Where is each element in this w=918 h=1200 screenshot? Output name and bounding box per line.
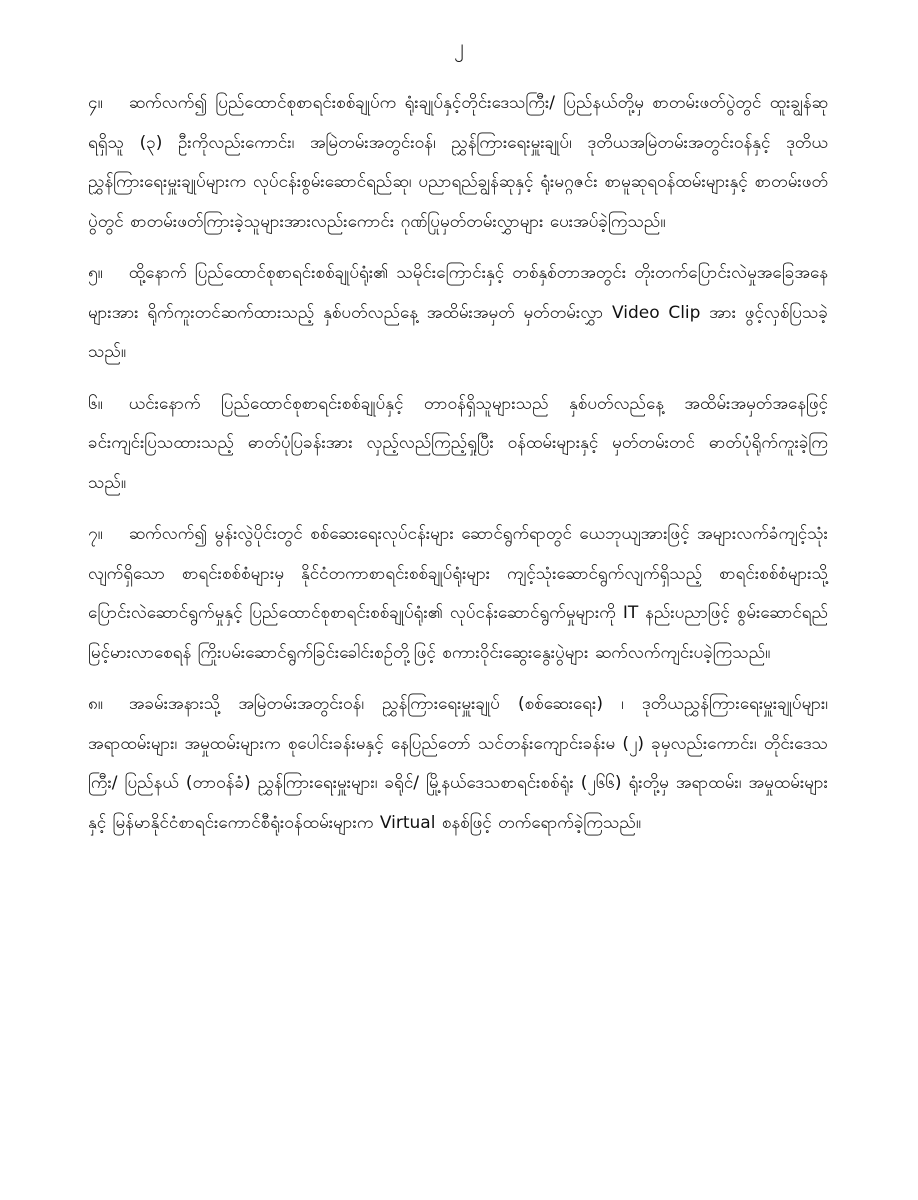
paragraph-number: ၈။	[88, 694, 103, 714]
paragraph-text: ယင်းနောက် ပြည်ထောင်စုစာရင်းစစ်ချုပ်နှင့် တာဝန်ရှိသူများသည် နှစ်ပတ်လည်နေ့ အထိမ်းအမှတ်အနေဖြင့် ခင်းကျင်းပြသထားသည့် ဓာတ်ပုံပြခန်းအား လှည့်လည်ကြည့်ရှုပြီး ဝန်ထမ်းများနှင့် မှတ်တမ်းတင် ဓာတ်ပုံရိုက်ကူးခဲ့ကြသည်။	[88, 393, 828, 493]
paragraph-number: ၇။	[88, 524, 103, 544]
paragraph-text: အခမ်းအနားသို့ အမြဲတမ်းအတွင်းဝန်၊ ညွှန်ကြားရေးမှူးချုပ် (စစ်ဆေးရေး) ၊ ဒုတိယညွှန်ကြားရေးမှူးချုပ်များ၊ အရာထမ်းများ၊ အမှုထမ်းများက စုပေါင်းခန်းမနှင့် နေပြည်တော် သင်တန်းကျောင်းခန်းမ (၂) ခုမှလည်းကောင်း၊ တိုင်းဒေသကြီး/ ပြည်နယ် (တာဝန်ခံ) ညွှန်ကြားရေးမှူးများ၊ ခရိုင်/ မြို့နယ်ဒေသစာရင်းစစ်ရုံး (၂၆၆) ရုံးတို့မှ အရာထမ်း၊ အမှုထမ်းများနှင့် မြန်မာနိုင်ငံစာရင်းကောင်စီရုံးဝန်ထမ်းများက Virtual စနစ်ဖြင့် တက်ရောက်ခဲ့ကြသည်။	[88, 694, 828, 833]
paragraph-4	[88, 84, 828, 242]
paragraph-number: ၆။	[88, 393, 103, 414]
paragraph-text: ထို့နောက် ပြည်ထောင်စုစာရင်းစစ်ချုပ်ရုံး၏ သမိုင်းကြောင်းနှင့် တစ်နှစ်တာအတွင်း တိုးတက်ပြောင်းလဲမှုအခြေအနေများအား ရိုက်ကူးတင်ဆက်ထားသည့် နှစ်ပတ်လည်နေ့ အထိမ်းအမှတ် မှတ်တမ်းလွှာ Video Clip အား ဖွင့်လှစ်ပြသခဲ့သည်။	[88, 263, 828, 362]
paragraph-text: ဆက်လက်၍ ပြည်ထောင်စုစာရင်းစစ်ချုပ်က ရုံးချုပ်နှင့်တိုင်းဒေသကြီး/ ပြည်နယ်တို့မှ စာတမ်းဖတ်ပွဲတွင် ထူးချွန်ဆုရရှိသူ (၃) ဦးကိုလည်းကောင်း၊ အမြဲတမ်းအတွင်းဝန်၊ ညွှန်ကြားရေးမှူးချုပ်၊ ဒုတိယအမြဲတမ်းအတွင်းဝန်နှင့် ဒုတိယညွှန်ကြားရေးမှူးချုပ်များက လုပ်ငန်းစွမ်းဆောင်ရည်ဆု၊ ပညာရည်ချွန်ဆုနှင့် ရုံးမဂ္ဂဇင်း စာမူဆုရဝန်ထမ်းများနှင့် စာတမ်းဖတ်ပွဲတွင် စာတမ်းဖတ်ကြားခဲ့သူများအားလည်းကောင်း ဂုဏ်ပြုမှတ်တမ်းလွှာများ ပေးအပ်ခဲ့ကြသည်။	[88, 93, 828, 232]
paragraph-7	[88, 515, 828, 673]
paragraph-5	[88, 254, 828, 373]
page-number: ၂	[454, 34, 464, 58]
paragraph-8	[88, 685, 828, 843]
paragraph-number: ၄။	[88, 93, 103, 113]
paragraph-number: ၅။	[88, 263, 103, 283]
paragraph-6	[88, 385, 828, 504]
paragraph-text: ဆက်လက်၍ မွန်းလွဲပိုင်းတွင် စစ်ဆေးရေးလုပ်ငန်းများ ဆောင်ရွက်ရာတွင် ယေဘုယျအားဖြင့် အများလက်ခံကျင့်သုံးလျက်ရှိသော စာရင်းစစ်စံများမှ နိုင်ငံတကာစာရင်းစစ်ချုပ်ရုံးများ ကျင့်သုံးဆောင်ရွက်လျက်ရှိသည့် စာရင်းစစ်စံများသို့ ပြောင်းလဲဆောင်ရွက်မှုနှင့် ပြည်ထောင်စုစာရင်းစစ်ချုပ်ရုံး၏ လုပ်ငန်းဆောင်ရွက်မှုများကို IT နည်းပညာဖြင့် စွမ်းဆောင်ရည်မြင့်မားလာစေရန် ကြိုးပမ်းဆောင်ရွက်ခြင်းခေါင်းစဉ်တို့ဖြင့် စကားဝိုင်းဆွေးနွေးပွဲများ ဆက်လက်ကျင်းပခဲ့ကြသည်။	[88, 524, 828, 663]
document-body	[88, 84, 828, 855]
